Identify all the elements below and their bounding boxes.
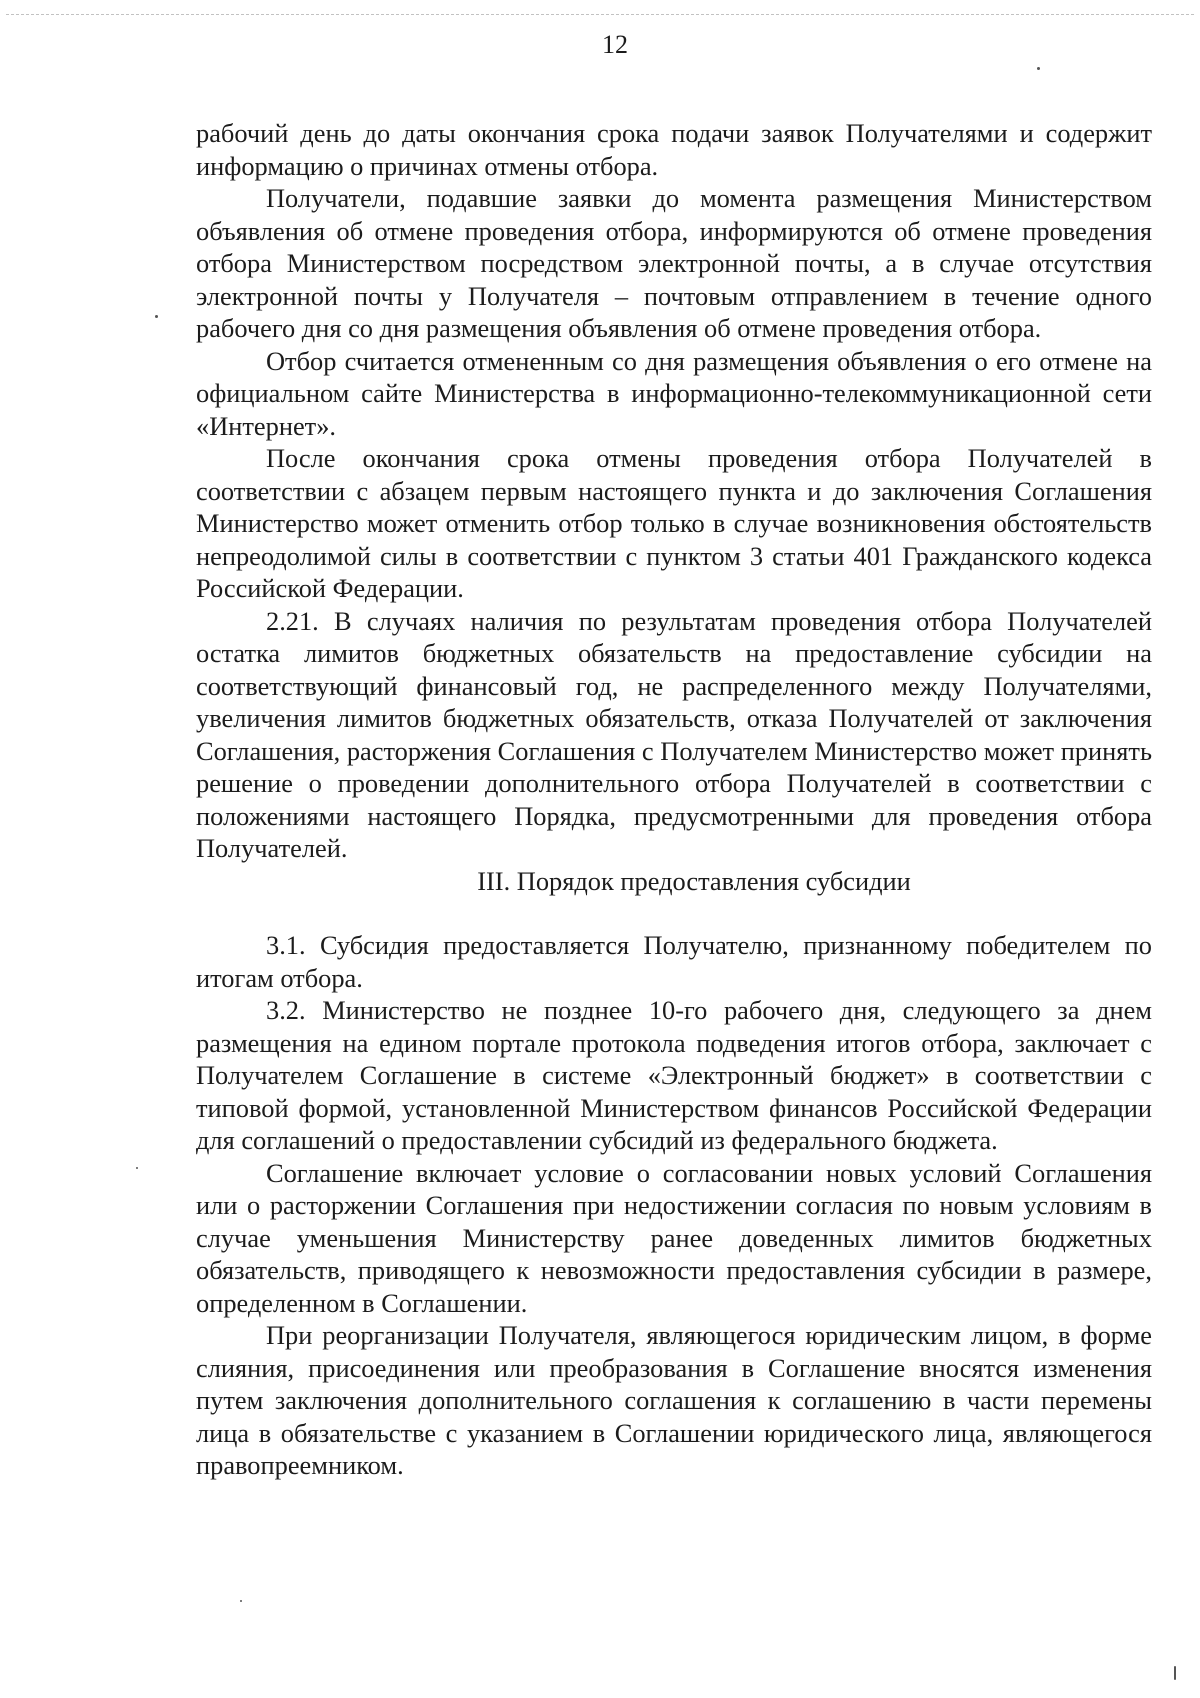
paragraph-reorganization: При реорганизации Получателя, являющегося юридическим лицом, в форме слияния, присоединения или преобразования в Соглашение вносятся изменения путем заключения дополнительного соглашения к соглашению в части перемены лица в обязательстве с указанием в Соглашении юридического лица, являющегося правопреемником. — [196, 1320, 1152, 1480]
paragraph-cancelled: Отбор считается отмененным со дня размещения объявления о его отмене на официальном сайте Министерства в информационно-телекоммуникационной сети «Интернет». — [196, 345, 1152, 441]
paragraph-3-1: 3.1. Субсидия предоставляется Получателю, признанному победителем по итогам отбора. — [196, 930, 1152, 993]
document-body — [196, 117, 1152, 1482]
scan-speck — [1174, 1666, 1176, 1680]
page-number: 12 — [602, 30, 628, 59]
paragraph-notification: Получатели, подавшие заявки до момента размещения Министерством объявления об отмене проведения отбора, информируются об отмене проведения отбора Министерством посредством электронной почты, а в случае отсутствия электронной почты у Получателя – почтовым отправлением в течение одного рабочего дня со дня размещения объявления об отмене проведения отбора. — [196, 183, 1152, 343]
scan-speck — [1037, 67, 1040, 70]
section-heading: III. Порядок предоставления субсидии — [477, 865, 911, 896]
scan-edge-artifact — [6, 14, 1194, 18]
paragraph-2-21: 2.21. В случаях наличия по результатам проведения отбора Получателей остатка лимитов бюджетных обязательств на предоставление субсидии на соответствующий финансовый год, не распределенного между Получателями, увеличения лимитов бюджетных обязательств, отказа Получателей от заключения Соглашения, расторжения Соглашения с Получателем Министерство может принять решение о проведении дополнительного отбора Получателей в соответствии с положениями настоящего Порядка, предусмотренными для проведения отбора Получателей. — [196, 605, 1152, 863]
paragraph-agreement-condition: Соглашение включает условие о согласовании новых условий Соглашения или о расторжении Соглашения при недостижении согласия по новым условиям в случае уменьшения Министерству ранее доведенных лимитов бюджетных обязательств, приводящего к невозможности предоставления субсидии в размере, определенном в Соглашении. — [196, 1157, 1152, 1318]
paragraph-continuation: рабочий день до даты окончания срока подачи заявок Получателями и содержит информацию о причинах отмены отбора. — [196, 118, 1152, 181]
scan-speck — [155, 315, 158, 318]
paragraph-3-2: 3.2. Министерство не позднее 10-го рабочего дня, следующего за днем размещения на едином портале протокола подведения итогов отбора, заключает с Получателем Соглашение в системе «Электронный бюджет» в соответствии с типовой формой, установленной Министерством финансов Российской Федерации для соглашений о предоставлении субсидий из федерального бюджета. — [196, 995, 1152, 1155]
scan-speck — [136, 1167, 138, 1169]
scan-speck — [240, 1600, 242, 1602]
paragraph-force-majeure: После окончания срока отмены проведения отбора Получателей в соответствии с абзацем первым настоящего пункта и до заключения Соглашения Министерство может отменить отбор только в случае возникновения обстоятельств непреодолимой силы в соответствии с пунктом 3 статьи 401 Гражданского кодекса Российской Федерации. — [196, 443, 1152, 603]
